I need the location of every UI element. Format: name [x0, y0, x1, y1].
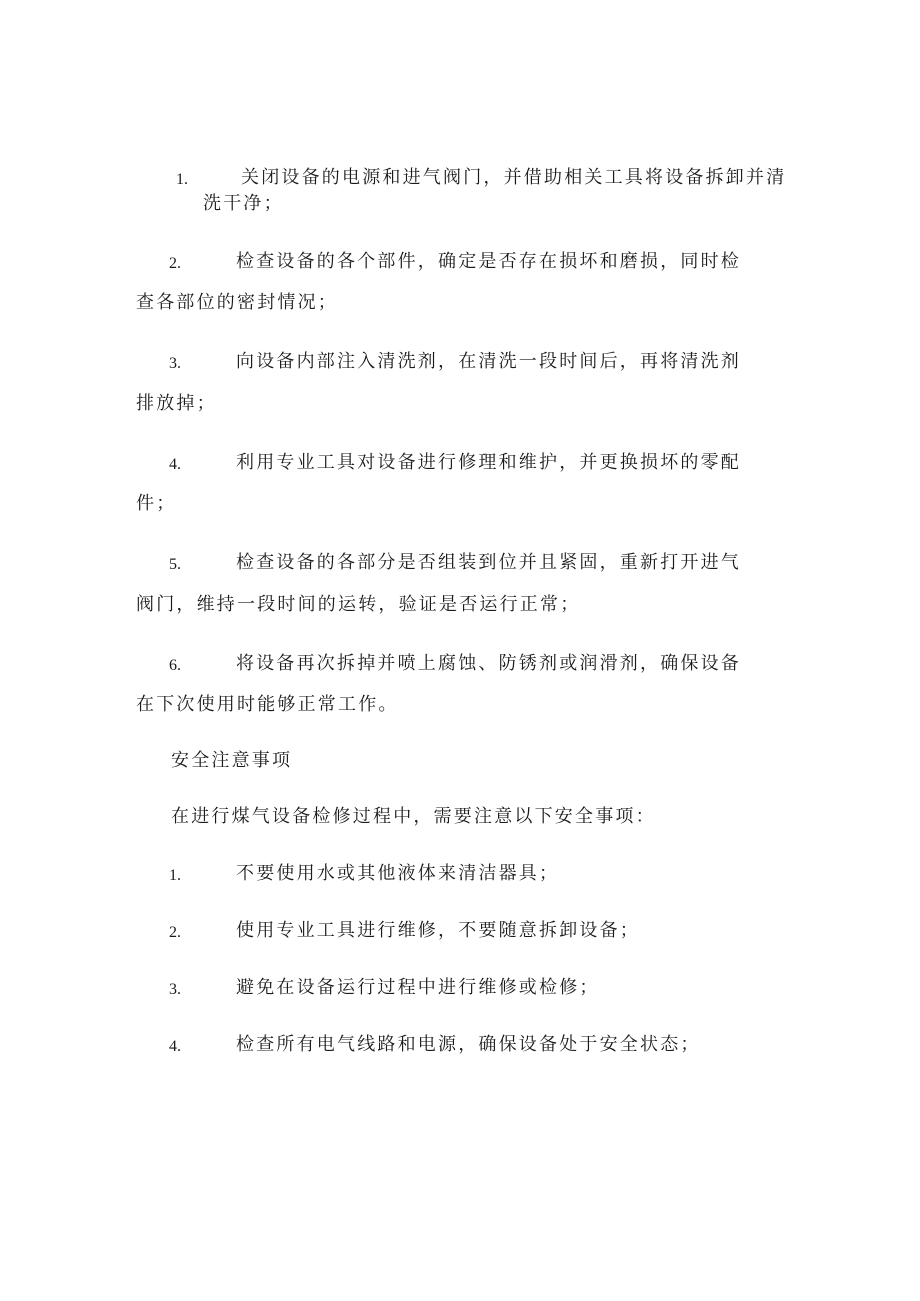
safety-item-number: 2. — [169, 924, 181, 941]
step-number: 5. — [169, 556, 181, 573]
safety-item-number: 4. — [169, 1038, 181, 1055]
step-text: 关闭设备的电源和进气阀门，并借助相关工具将设备拆卸并清 — [241, 167, 787, 188]
step-text-continued: 查各部位的密封情况； — [136, 292, 338, 313]
step-number: 2. — [169, 255, 181, 272]
step-text-continued: 件； — [136, 493, 177, 514]
step-text: 将设备再次拆掉并喷上腐蚀、防锈剂或润滑剂，确保设备 — [236, 653, 741, 674]
step-number: 4. — [169, 456, 181, 473]
step-number: 6. — [169, 657, 181, 674]
safety-item-number: 3. — [169, 981, 181, 998]
step-text-continued: 洗干净； — [203, 193, 284, 214]
step-text: 利用专业工具对设备进行修理和维护，并更换损坏的零配 — [236, 452, 741, 473]
safety-item-text: 检查所有电气线路和电源，确保设备处于安全状态； — [236, 1034, 701, 1055]
step-text-continued: 阀门，维持一段时间的运转，验证是否运行正常； — [136, 594, 581, 615]
step-text-continued: 排放掉； — [136, 393, 217, 414]
safety-item-text: 不要使用水或其他液体来清洁器具； — [236, 863, 560, 884]
safety-item-text: 避免在设备运行过程中进行维修或检修； — [236, 977, 600, 998]
step-text: 向设备内部注入清洗剂，在清洗一段时间后，再将清洗剂 — [236, 351, 741, 372]
section-intro: 在进行煤气设备检修过程中，需要注意以下安全事项： — [171, 806, 656, 827]
step-number: 1. — [176, 171, 188, 188]
safety-item-number: 1. — [169, 867, 181, 884]
step-text: 检查设备的各部分是否组装到位并且紧固，重新打开进气 — [236, 552, 741, 573]
step-number: 3. — [169, 355, 181, 372]
step-text-continued: 在下次使用时能够正常工作。 — [136, 694, 399, 715]
section-heading: 安全注意事项 — [171, 750, 293, 771]
safety-item-text: 使用专业工具进行维修，不要随意拆卸设备； — [236, 920, 640, 941]
step-text: 检查设备的各个部件，确定是否存在损坏和磨损，同时检 — [236, 251, 741, 272]
